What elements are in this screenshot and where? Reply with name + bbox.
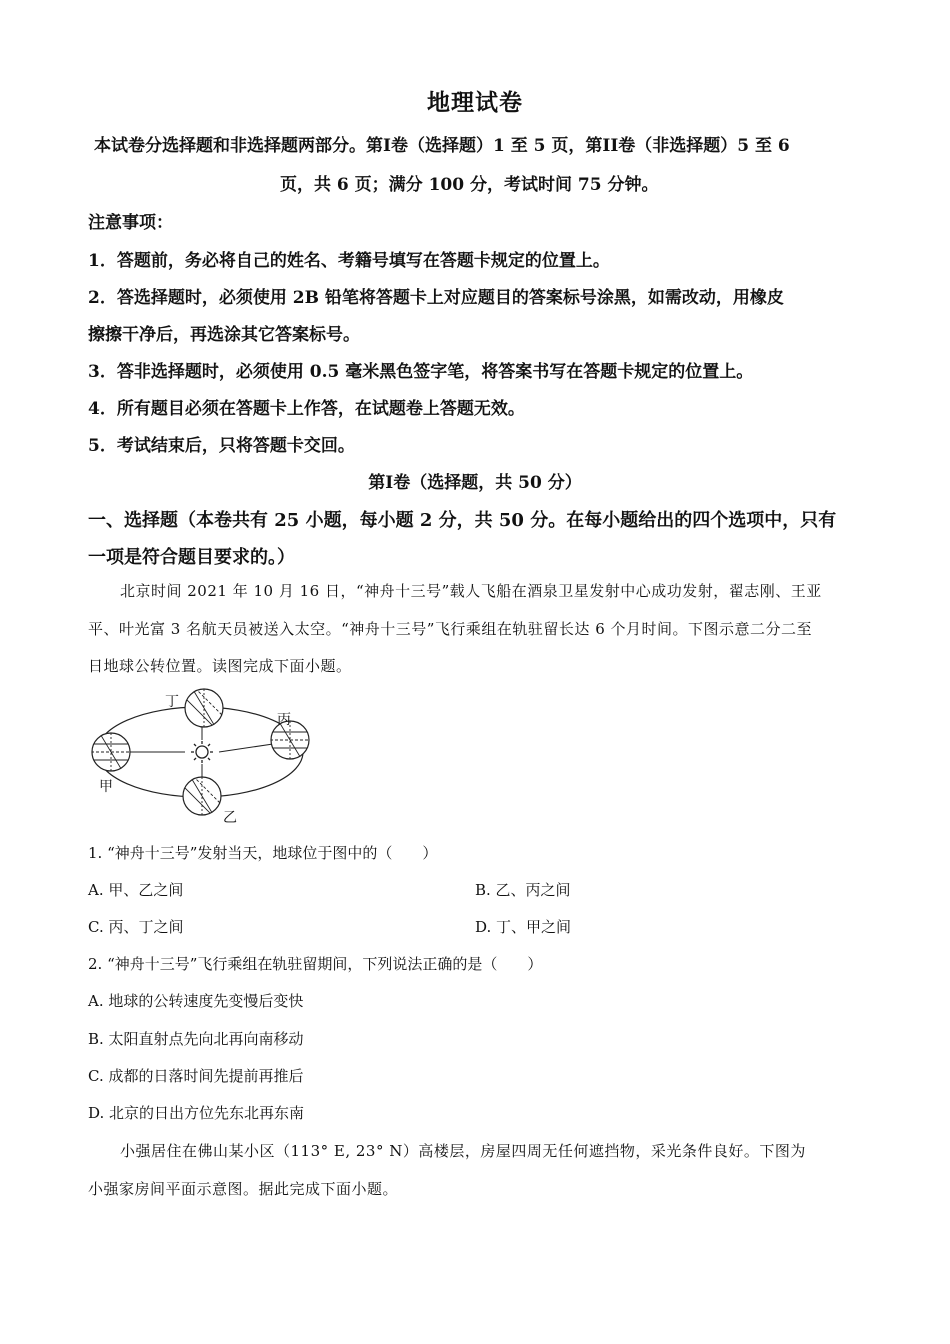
- label-ding: 丁: [165, 694, 179, 710]
- q1-option-b: B. 乙、丙之间: [475, 881, 571, 899]
- part1-heading: 第Ⅰ卷（选择题，共 50 分）: [368, 473, 582, 493]
- q1-option-d: D. 丁、甲之间: [475, 918, 572, 936]
- q1-option-c: C. 丙、丁之间: [88, 918, 184, 936]
- q2-option-d: D. 北京的日出方位先东北再东南: [88, 1104, 305, 1122]
- section1-line-2: 一项是符合题目要求的。）: [88, 547, 295, 568]
- notice-item: 2．答选择题时，必须使用 2B 铅笔将答题卡上对应题目的答案标号涂黑，如需改动，用橡皮: [88, 288, 784, 308]
- section1-line-1: 一、选择题（本卷共有 25 小题，每小题 2 分，共 50 分。在每小题给出的四个选项中，只有: [88, 510, 837, 531]
- page-title: 地理试卷: [427, 89, 523, 116]
- notice-item: 4．所有题目必须在答题卡上作答，在试题卷上答题无效。: [88, 399, 525, 419]
- earth-icon-jia: [91, 732, 131, 772]
- label-bing: 丙: [277, 712, 291, 728]
- intro-line-1: 本试卷分选择题和非选择题两部分。第Ⅰ卷（选择题）1 至 5 页，第II卷（非选择题）5 至 6: [94, 136, 790, 156]
- axis-line-right: [219, 744, 273, 752]
- intro-line-2: 页，共 6 页；满分 100 分，考试时间 75 分钟。: [280, 175, 659, 195]
- passage1-line: 日地球公转位置。读图完成下面小题。: [88, 657, 352, 675]
- q2-option-c: C. 成都的日落时间先提前再推后: [88, 1067, 304, 1085]
- sun-icon: [191, 741, 213, 763]
- earth-icon-yi: [183, 776, 223, 816]
- notice-item: 擦擦干净后，再选涂其它答案标号。: [88, 325, 360, 345]
- notice-item: 3．答非选择题时，必须使用 0.5 毫米黑色签字笔，将答案书写在答题卡规定的位置上。: [88, 362, 754, 382]
- q1-option-a: A. 甲、乙之间: [88, 881, 184, 899]
- label-yi: 乙: [223, 810, 237, 826]
- q2-stem: 2. “神舟十三号”飞行乘组在轨驻留期间，下列说法正确的是（ ）: [88, 955, 543, 973]
- notice-item: 1．答题前，务必将自己的姓名、考籍号填写在答题卡规定的位置上。: [88, 251, 610, 271]
- q2-option-a: A. 地球的公转速度先变慢后变快: [88, 992, 304, 1010]
- passage1-line: 北京时间 2021 年 10 月 16 日，“神舟十三号”载人飞船在酒泉卫星发射中心成功发射，翟志刚、王亚: [120, 582, 822, 600]
- notice-heading: 注意事项：: [88, 213, 173, 233]
- passage2-line: 小强居住在佛山某小区（113° E, 23° N）高楼层，房屋四周无任何遮挡物，采光条件良好。下图为: [120, 1142, 806, 1160]
- q1-stem: 1. “神舟十三号”发射当天，地球位于图中的（ ）: [88, 844, 438, 862]
- orbit-figure: [85, 688, 325, 828]
- label-jia: 甲: [99, 779, 113, 795]
- passage2-line: 小强家房间平面示意图。据此完成下面小题。: [88, 1180, 399, 1198]
- earth-icon-ding: [185, 688, 225, 728]
- notice-item: 5．考试结束后，只将答题卡交回。: [88, 436, 355, 456]
- q2-option-b: B. 太阳直射点先向北再向南移动: [88, 1030, 304, 1048]
- passage1-line: 平、叶光富 3 名航天员被送入太空。“神舟十三号”飞行乘组在轨驻留长达 6 个月时间。下图示意二分二至: [88, 620, 813, 638]
